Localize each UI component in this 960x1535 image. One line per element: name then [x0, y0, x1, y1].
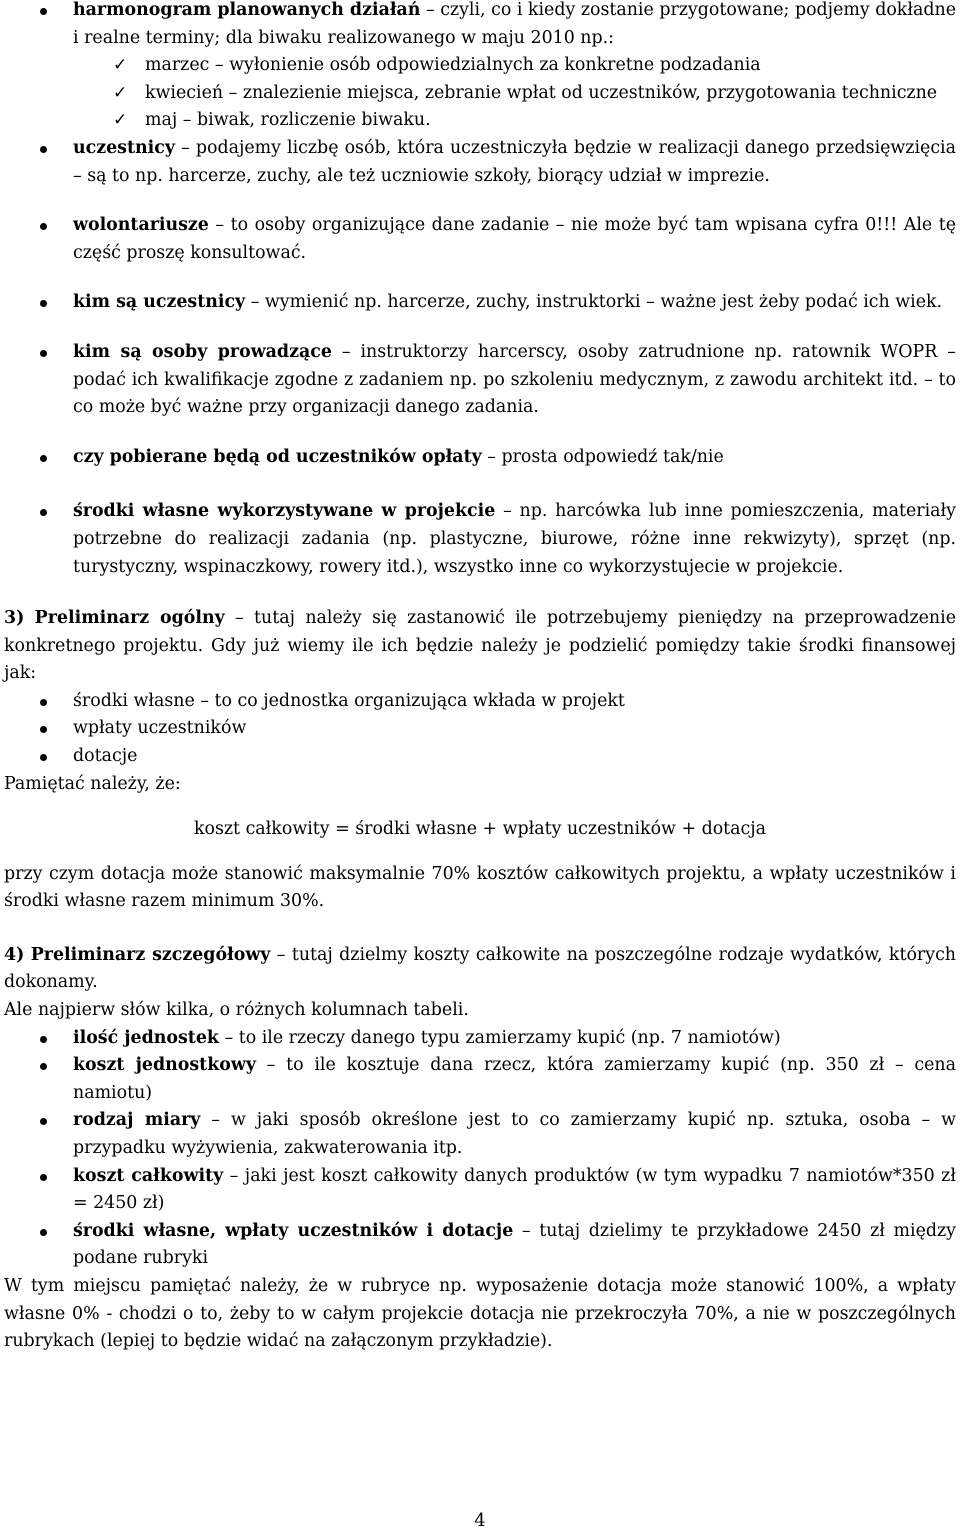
item-text: – instruktorzy harcerscy, osoby zatrudnione np. ratownik WOPR – podać ich kwalifikacje zgodne z zadaniem np. po szkoleniu medycznym, z zawodu architekt itd. – to co może być ważne przy organizacji danego zadania.: [73, 341, 956, 418]
list-item: [4, 339, 956, 422]
list-item: [4, 498, 956, 581]
item-term: harmonogram planowanych działań: [73, 0, 421, 20]
checkmark-icon: ✓: [113, 55, 128, 76]
item-text: – czyli, co i kiedy zostanie przygotowane; podjemy dokładne i realne terminy; dla biwaku realizowanego w maju 2010 np.:: [73, 0, 956, 48]
item-term: kim są uczestnicy: [73, 292, 246, 313]
columns-lead: Ale najpierw słów kilka, o różnych kolumnach tabeli.: [4, 1000, 469, 1020]
item-text: – podajemy liczbę osób, która uczestniczyła będzie w realizacji danego przedsięwzięcia – są to np. harcerze, zuchy, ale też uczniowie szkoły, biorący udział w imprezie.: [73, 137, 956, 186]
item-term: czy pobierane będą od uczestników opłaty: [73, 446, 482, 467]
checkmark-icon: ✓: [113, 82, 128, 103]
list-item: dotacje: [4, 743, 956, 771]
item-term: uczestnicy: [73, 137, 175, 158]
closing-paragraph: W tym miejscu pamiętać należy, że w rubryce np. wyposażenie dotacja może stanowić 100%, a wpłaty własne 0% - chodzi o to, żeby to w całym projekcie dotacja nie przekroczyła 70%, a nie w poszczególnych rubrykach (lepiej to będzie widać na załączonym przykładzie).: [4, 1275, 956, 1352]
section-number: 3): [4, 608, 25, 629]
table-columns-list: [4, 1025, 956, 1273]
list-item: [4, 135, 956, 190]
list-item: ilość jednostek – to ile rzeczy danego typu zamierzamy kupić (np. 7 namiotów): [4, 1025, 956, 1053]
list-item: wpłaty uczestników: [4, 715, 956, 743]
top-bullet-list: [4, 0, 956, 581]
checklist-item: ✓ maj – biwak, rozliczenie biwaku.: [4, 107, 956, 135]
item-text: – to osoby organizujące dane zadanie – nie może być tam wpisana cyfra 0!!! Ale tę część proszę konsultować.: [73, 215, 956, 263]
section-number: 4): [4, 944, 25, 965]
list-item: rodzaj miary – w jaki sposób określone jest to co zamierzamy kupić np. sztuka, osoba – w przypadku wyżywienia, zakwaterowania itp.: [4, 1107, 956, 1162]
list-item: środki własne – to co jednostka organizująca wkłada w projekt: [4, 688, 956, 716]
item-term: kim są osoby prowadzące: [73, 341, 332, 362]
checkmark-icon: ✓: [113, 110, 128, 131]
list-item: koszt całkowity – jaki jest koszt całkowity danych produktów (w tym wypadku 7 namiotów*350 zł = 2450 zł): [4, 1163, 956, 1218]
list-item: [4, 444, 956, 472]
list-item: środki własne, wpłaty uczestników i dotacje – tutaj dzielimy te przykładowe 2450 zł między podane rubryki: [4, 1218, 956, 1273]
item-text: – np. harcówka lub inne pomieszczenia, materiały potrzebne do realizacji zadania (np. plastyczne, biurowe, różne inne rekwizyty), sprzęt (np. turystyczny, wspinaczkowy, rowery itd.), wszystko inne co wykorzystujecie w projekcie.: [73, 501, 957, 577]
list-item: [4, 289, 956, 317]
list-item: [4, 212, 956, 267]
section-title: Preliminarz ogólny: [34, 608, 225, 629]
section-4-intro: 4) Preliminarz szczegółowy – tutaj dzielmy koszty całkowite na poszczególne rodzaje wydatków, których dokonamy.: [4, 944, 957, 993]
checklist-item: ✓ kwiecień – znalezienie miejsca, zebranie wpłat od uczestników, przygotowania techniczne: [4, 80, 956, 108]
section-title: Preliminarz szczegółowy: [30, 944, 271, 965]
cost-formula: koszt całkowity = środki własne + wpłaty uczestników + dotacja: [193, 818, 767, 839]
list-item: koszt jednostkowy – to ile kosztuje dana rzecz, która zamierzamy kupić (np. 350 zł – cena namiotu): [4, 1052, 956, 1107]
item-term: wolontariusze: [73, 215, 209, 236]
item-term: środki własne wykorzystywane w projekcie: [73, 501, 496, 522]
funding-note: przy czym dotacja może stanowić maksymalnie 70% kosztów całkowitych projektu, a wpłaty uczestników i środki własne razem minimum 30%.: [4, 863, 956, 912]
remember-label: Pamiętać należy, że:: [4, 773, 181, 794]
list-item: [4, 0, 956, 135]
page-number: 4: [474, 1510, 486, 1531]
funding-sources-list: [4, 688, 956, 771]
section-3-intro: 3) Preliminarz ogólny – tutaj należy się zastanowić ile potrzebujemy pieniędzy na przeprowadzenie konkretnego projektu. Gdy już wiemy ile ich będzie należy je podzielić pomiędzy takie środki finansowej jak:: [4, 608, 956, 684]
item-text: – wymienić np. harcerze, zuchy, instruktorki – ważne jest żeby podać ich wiek.: [245, 292, 943, 313]
checklist: [4, 52, 956, 135]
item-text: – prosta odpowiedź tak/nie: [481, 446, 724, 467]
checklist-item: ✓ marzec – wyłonienie osób odpowiedzialnych za konkretne podzadania: [4, 52, 956, 80]
